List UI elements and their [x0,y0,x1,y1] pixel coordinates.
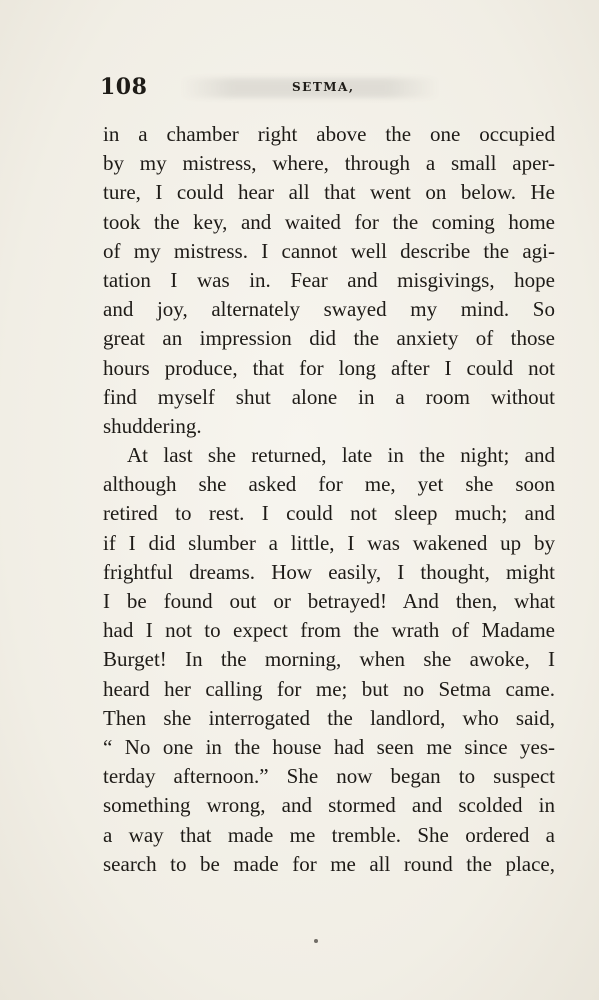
text-line: ture, I could hear all that went on below. He [103,180,555,205]
text-line: frightful dreams. How easily, I thought, might [103,559,555,584]
page-number: 108 [100,74,148,100]
paper-speck [314,939,318,943]
text-line: in a chamber right above the one occupied [103,122,555,146]
text-line: terday afternoon.” She now began to suspect [103,764,555,789]
text-line: and joy, alternately swayed my mind. So [103,297,555,322]
text-line: had I not to expect from the wrath of Madame [103,618,555,643]
body-text [103,120,555,879]
text-line: if I did slumber a little, I was wakened up by [103,530,555,555]
page-header [100,74,555,104]
text-line: find myself shut alone in a room without [103,384,555,409]
running-head: SETMA, [292,80,355,94]
text-line: “ No one in the house had seen me since yes- [103,734,555,759]
text-line: great an impression did the anxiety of those [103,326,555,351]
text-line: hours produce, that for long after I could not [103,355,555,380]
text-line: of my mistress. I cannot well describe the agi- [103,238,555,263]
text-line: a way that made me tremble. She ordered a [103,822,555,847]
text-line: tation I was in. Fear and misgivings, hope [103,267,555,292]
text-line: shuddering. [103,413,202,438]
text-line: by my mistress, where, through a small aper- [103,151,555,176]
text-line: although she asked for me, yet she soon [103,472,555,497]
text-line: heard her calling for me; but no Setma came. [103,676,555,701]
text-line: something wrong, and stormed and scolded in [103,793,555,818]
text-line: At last she returned, late in the night; and [127,443,555,468]
text-line: retired to rest. I could not sleep much; and [103,501,555,526]
text-line: Burget! In the morning, when she awoke, I [103,647,555,672]
text-line: took the key, and waited for the coming home [103,209,555,234]
text-line: search to be made for me all round the place, [103,851,555,876]
text-line: Then she interrogated the landlord, who said, [103,705,555,730]
text-line: I be found out or betrayed! And then, what [103,589,555,613]
